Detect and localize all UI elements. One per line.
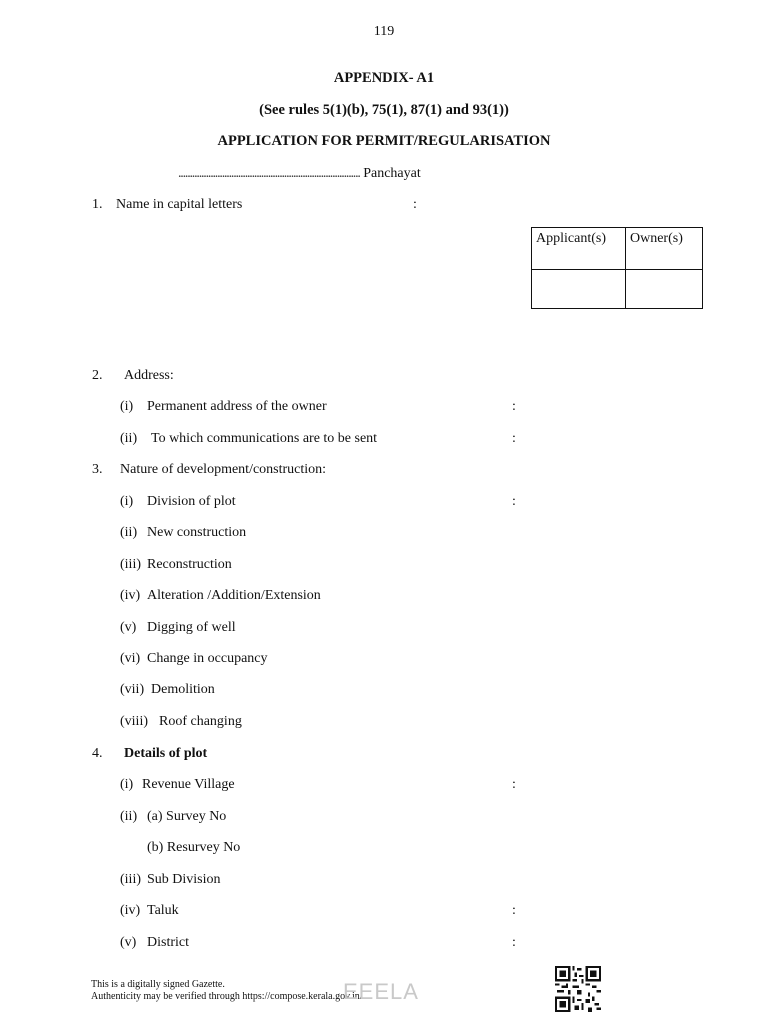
digging-of-well-label: Digging of well [147, 620, 236, 635]
survey-no-label: (a) Survey No [147, 809, 227, 824]
section-4-number: 4. [92, 746, 103, 761]
s3-item-4-number: (iv) [120, 588, 141, 603]
address-label: Address: [124, 368, 174, 383]
section-2-number: 2. [92, 368, 103, 383]
district-colon: : [512, 935, 516, 950]
qr-code-icon [555, 966, 601, 1012]
panchayat-label: Panchayat [363, 166, 421, 181]
s3-item-6-number: (vi) [120, 651, 141, 666]
authenticity-note: Authenticity may be verified through https://compose.kerala.gov.in/ [91, 991, 363, 1002]
applicant-header: Applicant(s) [532, 228, 626, 270]
owner-header: Owner(s) [626, 228, 703, 270]
revenue-village-label: Revenue Village [142, 777, 235, 792]
applicant-owner-table [531, 227, 703, 309]
s3-item-7-number: (vii) [120, 682, 145, 697]
nature-label: Nature of development/construction: [120, 462, 327, 477]
section-3-number: 3. [92, 462, 103, 477]
s4-item-2-number: (ii) [120, 809, 138, 824]
communication-address-label: To which communications are to be sent [151, 431, 378, 446]
s4-item-4-number: (iv) [120, 903, 141, 918]
name-colon: : [413, 197, 417, 212]
rules-reference: (See rules 5(1)(b), 75(1), 87(1) and 93(1)) [259, 102, 509, 118]
gazette-note: This is a digitally signed Gazette. [91, 979, 225, 990]
s3-item-3-number: (iii) [120, 557, 141, 572]
taluk-colon: : [512, 903, 516, 918]
applicant-cell[interactable] [532, 270, 626, 309]
reconstruction-label: Reconstruction [147, 557, 232, 572]
permanent-address-label: Permanent address of the owner [147, 399, 327, 414]
watermark: EEELA [343, 979, 419, 1004]
revenue-village-colon: : [512, 777, 516, 792]
alteration-label: Alteration /Addition/Extension [147, 588, 321, 603]
form-title: APPLICATION FOR PERMIT/REGULARISATION [217, 133, 551, 149]
resurvey-no-label: (b) Resurvey No [147, 840, 241, 855]
section-1-number: 1. [92, 197, 103, 212]
taluk-label: Taluk [147, 903, 179, 918]
division-of-plot-label: Division of plot [147, 494, 236, 509]
s2-item-1-number: (i) [120, 399, 134, 414]
owner-cell[interactable] [626, 270, 703, 309]
panchayat-line [178, 166, 421, 182]
division-of-plot-colon: : [512, 494, 516, 509]
page-number: 119 [373, 24, 395, 39]
s3-item-5-number: (v) [120, 620, 137, 635]
demolition-label: Demolition [151, 682, 215, 697]
district-label: District [147, 935, 189, 950]
change-in-occupancy-label: Change in occupancy [147, 651, 268, 666]
s4-item-5-number: (v) [120, 935, 137, 950]
s4-item-1-number: (i) [120, 777, 134, 792]
roof-changing-label: Roof changing [159, 714, 242, 729]
s2-item-2-number: (ii) [120, 431, 138, 446]
s3-item-2-number: (ii) [120, 525, 138, 540]
details-of-plot-heading: Details of plot [124, 746, 208, 761]
name-label: Name in capital letters [116, 197, 243, 212]
sub-division-label: Sub Division [147, 872, 221, 887]
s4-item-3-number: (iii) [120, 872, 141, 887]
panchayat-dots: ............................................................................... [178, 166, 360, 181]
communication-address-colon: : [512, 431, 516, 446]
new-construction-label: New construction [147, 525, 247, 540]
appendix-heading: APPENDIX- A1 [333, 70, 435, 86]
s3-item-8-number: (viii) [120, 714, 148, 729]
permanent-address-colon: : [512, 399, 516, 414]
s3-item-1-number: (i) [120, 494, 134, 509]
